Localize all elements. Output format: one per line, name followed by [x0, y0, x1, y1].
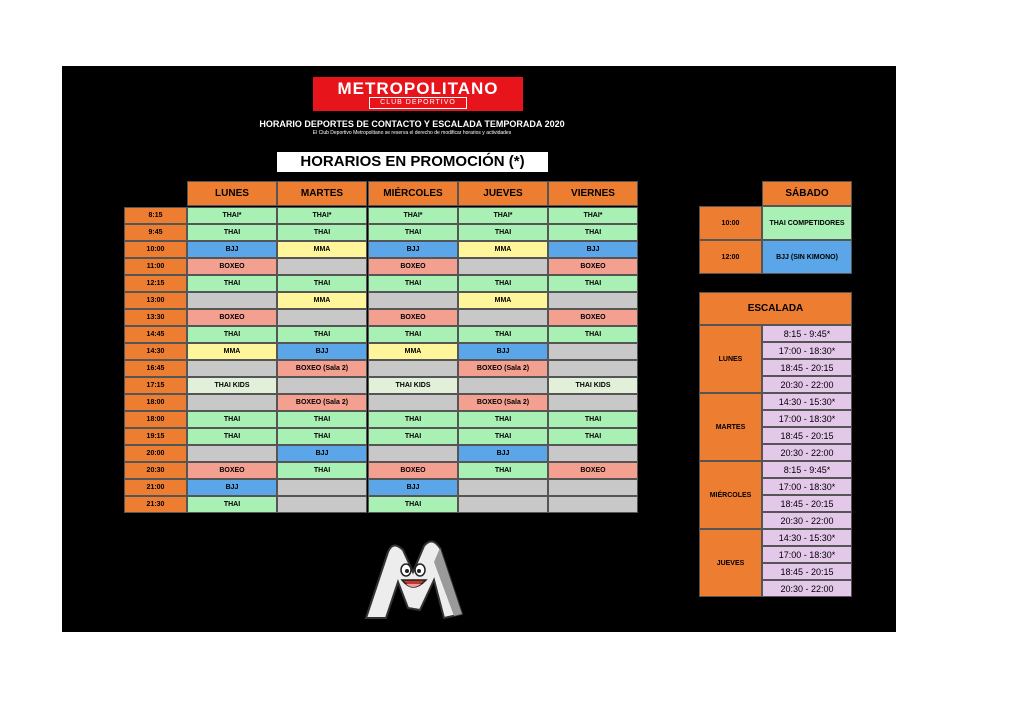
time-cell: 11:00: [124, 258, 187, 275]
class-cell: BJJ: [368, 479, 458, 496]
class-cell: THAI: [187, 326, 277, 343]
class-cell: THAI: [368, 496, 458, 513]
class-cell: THAI: [187, 275, 277, 292]
class-cell: THAI*: [458, 207, 548, 224]
time-cell: 17:15: [124, 377, 187, 394]
class-cell: THAI: [187, 411, 277, 428]
class-cell: THAI: [277, 326, 367, 343]
class-cell: [277, 496, 367, 513]
escalada-slot-cell: 20:30 - 22:00: [762, 512, 852, 529]
escalada-slot-cell: 8:15 - 9:45*: [762, 325, 852, 342]
class-cell: THAI*: [548, 207, 638, 224]
class-cell: THAI: [277, 275, 367, 292]
class-cell: THAI: [548, 326, 638, 343]
class-cell: THAI KIDS: [548, 377, 638, 394]
class-cell: BJJ: [548, 241, 638, 258]
escalada-slot-cell: 18:45 - 20:15: [762, 563, 852, 580]
day-header: LUNES: [187, 181, 277, 206]
class-cell: BOXEO (Sala 2): [458, 360, 548, 377]
escalada-slot-cell: 20:30 - 22:00: [762, 444, 852, 461]
class-cell: THAI: [368, 275, 458, 292]
class-cell: THAI: [277, 428, 367, 445]
class-cell: [277, 479, 367, 496]
escalada-slot-cell: 20:30 - 22:00: [762, 376, 852, 393]
class-cell: THAI: [458, 326, 548, 343]
class-cell: BOXEO: [368, 462, 458, 479]
time-cell: 9:45: [124, 224, 187, 241]
escalada-slot-cell: 17:00 - 18:30*: [762, 546, 852, 563]
class-cell: BOXEO: [368, 309, 458, 326]
day-header: MIÉRCOLES: [368, 181, 458, 206]
class-cell: [548, 479, 638, 496]
escalada-day-cell: JUEVES: [699, 529, 762, 597]
class-cell: THAI: [368, 224, 458, 241]
class-cell: BOXEO: [368, 258, 458, 275]
time-cell: 21:00: [124, 479, 187, 496]
class-cell: THAI: [548, 428, 638, 445]
class-cell: THAI: [458, 428, 548, 445]
time-cell: 18:00: [124, 411, 187, 428]
day-header: JUEVES: [458, 181, 548, 206]
class-cell: [187, 445, 277, 462]
class-cell: [277, 377, 367, 394]
class-cell: MMA: [187, 343, 277, 360]
class-cell: THAI KIDS: [187, 377, 277, 394]
time-cell: 12:15: [124, 275, 187, 292]
escalada-day-cell: MIÉRCOLES: [699, 461, 762, 529]
class-cell: BJJ: [458, 445, 548, 462]
class-cell: THAI: [187, 428, 277, 445]
class-cell: BOXEO (Sala 2): [277, 394, 367, 411]
saturday-header: SÁBADO: [762, 181, 852, 206]
class-cell: [548, 445, 638, 462]
escalada-slot-cell: 14:30 - 15:30*: [762, 393, 852, 410]
class-cell: [548, 292, 638, 309]
class-cell: THAI: [548, 224, 638, 241]
class-cell: [277, 309, 367, 326]
logo-subtitle: CLUB DEPORTIVO: [369, 97, 467, 109]
class-cell: BOXEO: [187, 309, 277, 326]
class-cell: THAI: [458, 411, 548, 428]
class-cell: THAI*: [187, 207, 277, 224]
class-cell: THAI: [277, 411, 367, 428]
escalada-slot-cell: 17:00 - 18:30*: [762, 342, 852, 359]
class-cell: BJJ: [187, 241, 277, 258]
class-cell: MMA: [277, 292, 367, 309]
escalada-slot-cell: 17:00 - 18:30*: [762, 478, 852, 495]
class-cell: THAI: [548, 275, 638, 292]
class-cell: THAI: [368, 326, 458, 343]
disclaimer-text: El Club Deportivo Metropolitano se reserva el derecho de modificar horarios y actividades: [312, 130, 512, 136]
logo-title: METROPOLITANO: [337, 79, 499, 98]
class-cell: THAI*: [368, 207, 458, 224]
class-cell: BJJ: [458, 343, 548, 360]
class-cell: [368, 292, 458, 309]
escalada-day-cell: LUNES: [699, 325, 762, 393]
class-cell: BJJ: [277, 445, 367, 462]
class-cell: [458, 309, 548, 326]
class-cell: THAI: [187, 224, 277, 241]
class-cell: THAI: [548, 411, 638, 428]
day-header: VIERNES: [548, 181, 638, 206]
class-cell: BOXEO: [187, 258, 277, 275]
class-cell: MMA: [458, 292, 548, 309]
class-cell: [187, 360, 277, 377]
escalada-slot-cell: 17:00 - 18:30*: [762, 410, 852, 427]
class-cell: BOXEO: [548, 258, 638, 275]
class-cell: BJJ: [368, 241, 458, 258]
time-cell: 16:45: [124, 360, 187, 377]
class-cell: [368, 445, 458, 462]
class-cell: THAI: [458, 275, 548, 292]
class-cell: MMA: [368, 343, 458, 360]
class-cell: THAI KIDS: [368, 377, 458, 394]
escalada-slot-cell: 20:30 - 22:00: [762, 580, 852, 597]
escalada-slot-cell: 18:45 - 20:15: [762, 427, 852, 444]
class-cell: BJJ: [277, 343, 367, 360]
class-cell: BOXEO: [548, 462, 638, 479]
promo-title: HORARIOS EN PROMOCIÓN (*): [277, 152, 548, 172]
class-cell: [548, 394, 638, 411]
day-header: MARTES: [277, 181, 367, 206]
class-cell: MMA: [458, 241, 548, 258]
letter-m-mascot-icon: [358, 532, 468, 622]
page-headline: HORARIO DEPORTES DE CONTACTO Y ESCALADA TEMPORADA 2020: [259, 119, 565, 129]
class-cell: [548, 343, 638, 360]
class-cell: THAI: [368, 428, 458, 445]
class-cell: [368, 394, 458, 411]
escalada-slot-cell: 14:30 - 15:30*: [762, 529, 852, 546]
time-cell: 20:00: [124, 445, 187, 462]
time-cell: 13:30: [124, 309, 187, 326]
class-cell: BOXEO: [187, 462, 277, 479]
class-cell: [458, 377, 548, 394]
escalada-slot-cell: 18:45 - 20:15: [762, 359, 852, 376]
class-cell: THAI: [458, 224, 548, 241]
class-cell: [187, 394, 277, 411]
class-cell: [458, 258, 548, 275]
class-cell: [187, 292, 277, 309]
saturday-class-cell: BJJ (SIN KIMONO): [762, 240, 852, 274]
class-cell: BJJ: [187, 479, 277, 496]
class-cell: [548, 496, 638, 513]
class-cell: [458, 479, 548, 496]
time-cell: 10:00: [124, 241, 187, 258]
class-cell: THAI: [187, 496, 277, 513]
class-cell: BOXEO (Sala 2): [277, 360, 367, 377]
time-cell: 8:15: [124, 207, 187, 224]
time-cell: 14:45: [124, 326, 187, 343]
class-cell: BOXEO: [548, 309, 638, 326]
class-cell: THAI: [368, 411, 458, 428]
class-cell: THAI: [277, 224, 367, 241]
escalada-day-cell: MARTES: [699, 393, 762, 461]
escalada-header: ESCALADA: [699, 292, 852, 325]
saturday-class-cell: THAI COMPETIDORES: [762, 206, 852, 240]
class-cell: MMA: [277, 241, 367, 258]
class-cell: THAI: [458, 462, 548, 479]
class-cell: [548, 360, 638, 377]
time-cell: 20:30: [124, 462, 187, 479]
class-cell: THAI*: [277, 207, 367, 224]
class-cell: BOXEO (Sala 2): [458, 394, 548, 411]
class-cell: THAI: [277, 462, 367, 479]
class-cell: [458, 496, 548, 513]
time-cell: 13:00: [124, 292, 187, 309]
saturday-time-cell: 12:00: [699, 240, 762, 274]
club-logo: [313, 77, 523, 111]
escalada-slot-cell: 8:15 - 9:45*: [762, 461, 852, 478]
class-cell: [368, 360, 458, 377]
time-cell: 14:30: [124, 343, 187, 360]
time-cell: 19:15: [124, 428, 187, 445]
class-cell: [277, 258, 367, 275]
saturday-time-cell: 10:00: [699, 206, 762, 240]
escalada-slot-cell: 18:45 - 20:15: [762, 495, 852, 512]
time-cell: 18:00: [124, 394, 187, 411]
time-cell: 21:30: [124, 496, 187, 513]
